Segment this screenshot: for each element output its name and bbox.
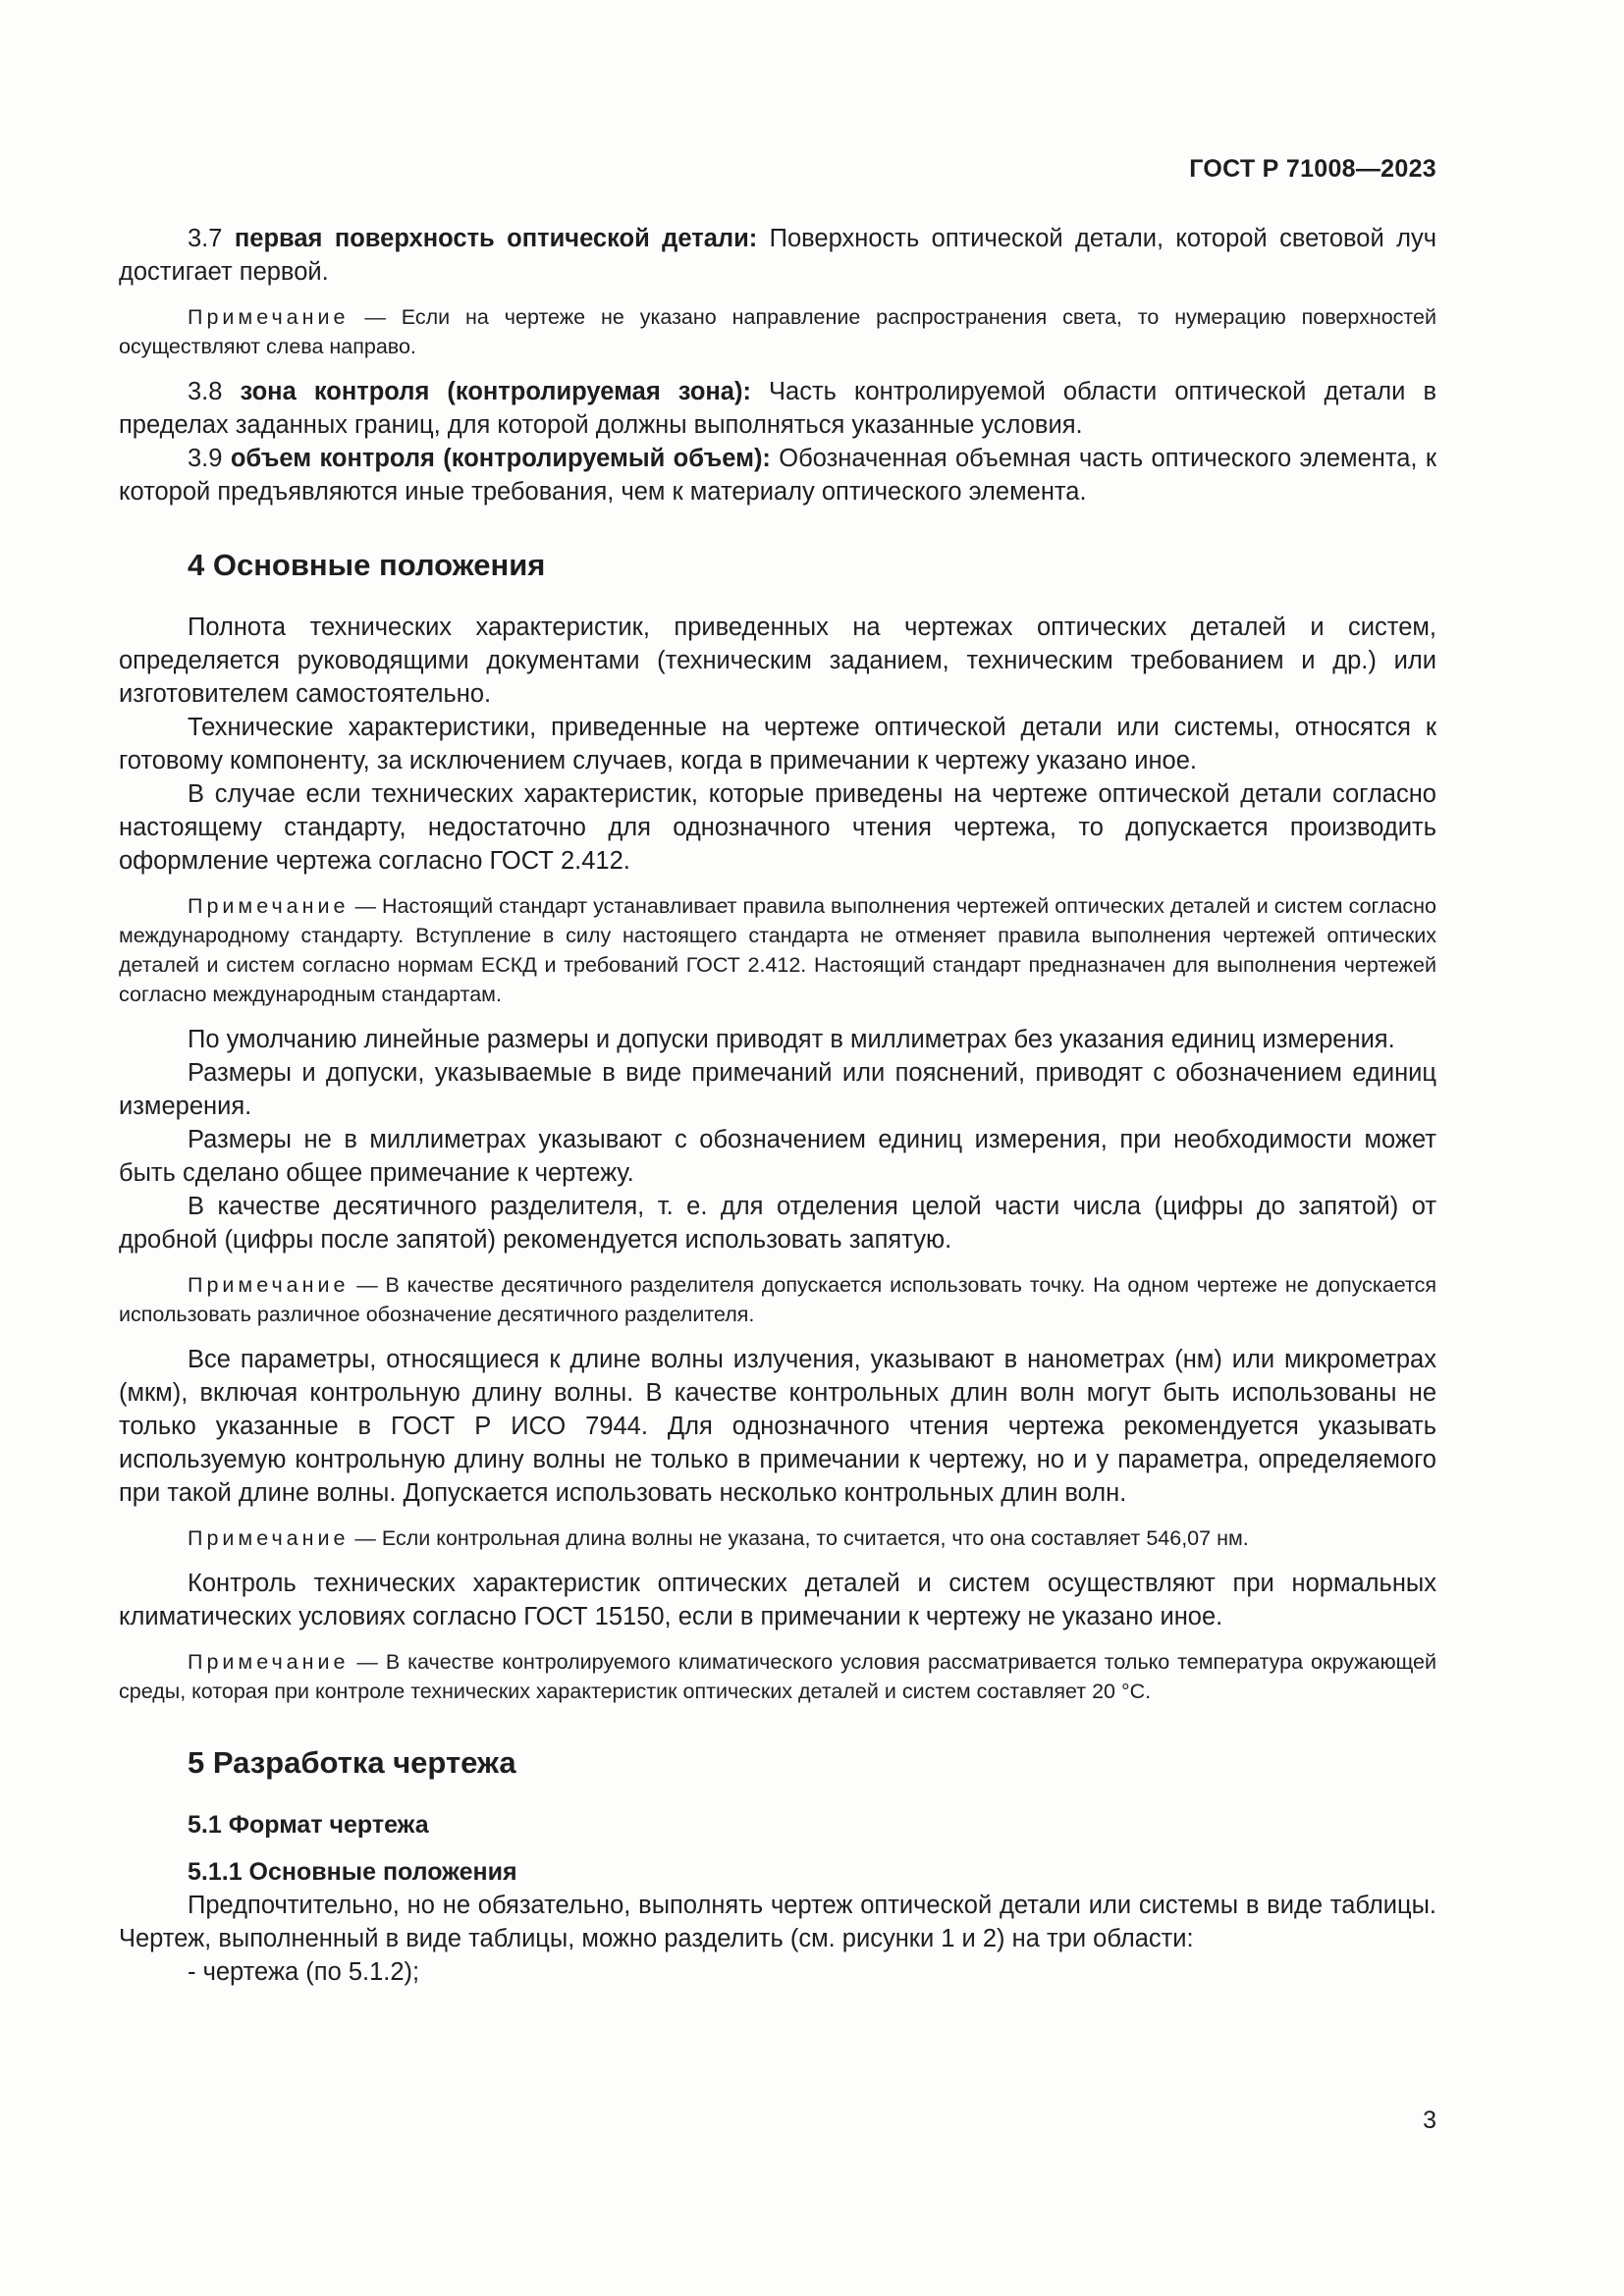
paragraph: Все параметры, относящиеся к длине волны излучения, указывают в нанометрах (нм) или микрометрах (мкм), включая контрольную длину волны. В качестве контрольных длин волн могут быть использованы не только указанные в ГОСТ Р ИСО 7944. Для однозначного чтения чертежа рекомендуется указывать используемую контрольную длину волны не только в примечании к чертежу, но и у параметра, определяемого при такой длине волны. Допускается использовать несколько контрольных длин волн. bbox=[119, 1346, 1436, 1507]
term: первая поверхность оптической детали: bbox=[234, 225, 758, 252]
paragraph: Контроль технических характеристик оптических деталей и систем осуществляют при нормальных климатических условиях согласно ГОСТ 15150, если в примечании к чертежу не указано иное. bbox=[119, 1570, 1436, 1630]
paragraph: Размеры не в миллиметрах указывают с обозначением единиц измерения, при необходимости может быть сделано общее примечание к чертежу. bbox=[119, 1126, 1436, 1187]
term: зона контроля (контролируемая зона): bbox=[240, 378, 751, 405]
note bbox=[119, 891, 1436, 1009]
section-5-heading: 5 Разработка чертежа bbox=[188, 1745, 516, 1780]
clause-number: 3.9 bbox=[188, 445, 223, 472]
paragraph: Технические характеристики, приведенные на чертеже оптической детали или системы, относятся к готовому компоненту, за исключением случаев, когда в примечании к чертежу указано иное. bbox=[119, 714, 1436, 774]
clause-3-8 bbox=[119, 375, 1436, 442]
page-number: 3 bbox=[1423, 2107, 1436, 2134]
definition: Обозначенная объемная часть оптического элемента, к которой предъявляются иные требования, чем к материалу оптического элемента. bbox=[119, 445, 1437, 506]
note-text: — Если на чертеже не указано направление распространения света, то нумерацию поверхностей осуществляют слева направо. bbox=[119, 305, 1436, 358]
clause-3-9 bbox=[119, 442, 1436, 508]
paragraph: По умолчанию линейные размеры и допуски приводят в миллиметрах без указания единиц измерения. bbox=[188, 1026, 1395, 1053]
note-text: — В качестве десятичного разделителя допускается использовать точку. На одном чертеже не допускается использовать различное обозначение десятичного разделителя. bbox=[119, 1273, 1436, 1326]
note-text: — Если контрольная длина волны не указана, то считается, что она составляет 546,07 нм. bbox=[349, 1526, 1249, 1550]
section-4-heading: 4 Основные положения bbox=[188, 548, 546, 582]
note-label: Примечание bbox=[188, 305, 350, 329]
note bbox=[119, 302, 1436, 361]
subsection-5-1-heading: 5.1 Формат чертежа bbox=[188, 1811, 429, 1839]
note bbox=[119, 1523, 1436, 1553]
term: объем контроля (контролируемый объем): bbox=[230, 445, 771, 472]
clause-number: 3.8 bbox=[188, 378, 223, 405]
paragraph: В случае если технических характеристик, которые приведены на чертеже оптической детали согласно настоящему стандарту, недостаточно для однозначного чтения чертежа, то допускается производить оформление чертежа согласно ГОСТ 2.412. bbox=[119, 780, 1436, 875]
note-text: — Настоящий стандарт устанавливает правила выполнения чертежей оптических деталей и систем согласно международному стандарту. Вступление в силу настоящего стандарта не отменяет правила выполнения чертежей оптических деталей и систем согласно нормам ЕСКД и требований ГОСТ 2.412. Настоящий стандарт предназначен для выполнения чертежей согласно международным стандартам. bbox=[119, 894, 1436, 1006]
document-header: ГОСТ Р 71008—2023 bbox=[1189, 155, 1436, 183]
note bbox=[119, 1270, 1436, 1329]
note-text: — В качестве контролируемого климатического условия рассматривается только температура окружающей среды, которая при контроле технических характеристик оптических деталей и систем составляет 20 °C. bbox=[119, 1650, 1436, 1703]
paragraph: Предпочтительно, но не обязательно, выполнять чертеж оптической детали или системы в виде таблицы. Чертеж, выполненный в виде таблицы, можно разделить (см. рисунки 1 и 2) на три области: bbox=[119, 1892, 1436, 1952]
clause-3-7 bbox=[119, 222, 1436, 289]
paragraph: В качестве десятичного разделителя, т. е. для отделения целой части числа (цифры до запятой) от дробной (цифры после запятой) рекомендуется использовать запятую. bbox=[119, 1193, 1436, 1254]
note bbox=[119, 1647, 1436, 1706]
definition: Часть контролируемой области оптической детали в пределах заданных границ, для которой должны выполняться указанные условия. bbox=[119, 378, 1436, 439]
list-item: - чертежа (по 5.1.2); bbox=[188, 1958, 420, 1986]
clause-number: 3.7 bbox=[188, 225, 223, 252]
paragraph: Полнота технических характеристик, приведенных на чертежах оптических деталей и систем, определяется руководящими документами (техническим заданием, техническим требованием и др.) или изготовителем самостоятельно. bbox=[119, 614, 1436, 708]
document-body bbox=[119, 222, 1436, 1989]
note-label: Примечание bbox=[188, 1650, 350, 1674]
note-label: Примечание bbox=[188, 1273, 350, 1297]
subsection-5-1-1-heading: 5.1.1 Основные положения bbox=[188, 1858, 517, 1886]
paragraph: Размеры и допуски, указываемые в виде примечаний или пояснений, приводят с обозначением единиц измерения. bbox=[119, 1059, 1436, 1120]
note-label: Примечание bbox=[188, 1526, 350, 1550]
note-label: Примечание bbox=[188, 894, 350, 918]
definition: Поверхность оптической детали, которой световой луч достигает первой. bbox=[119, 225, 1436, 286]
